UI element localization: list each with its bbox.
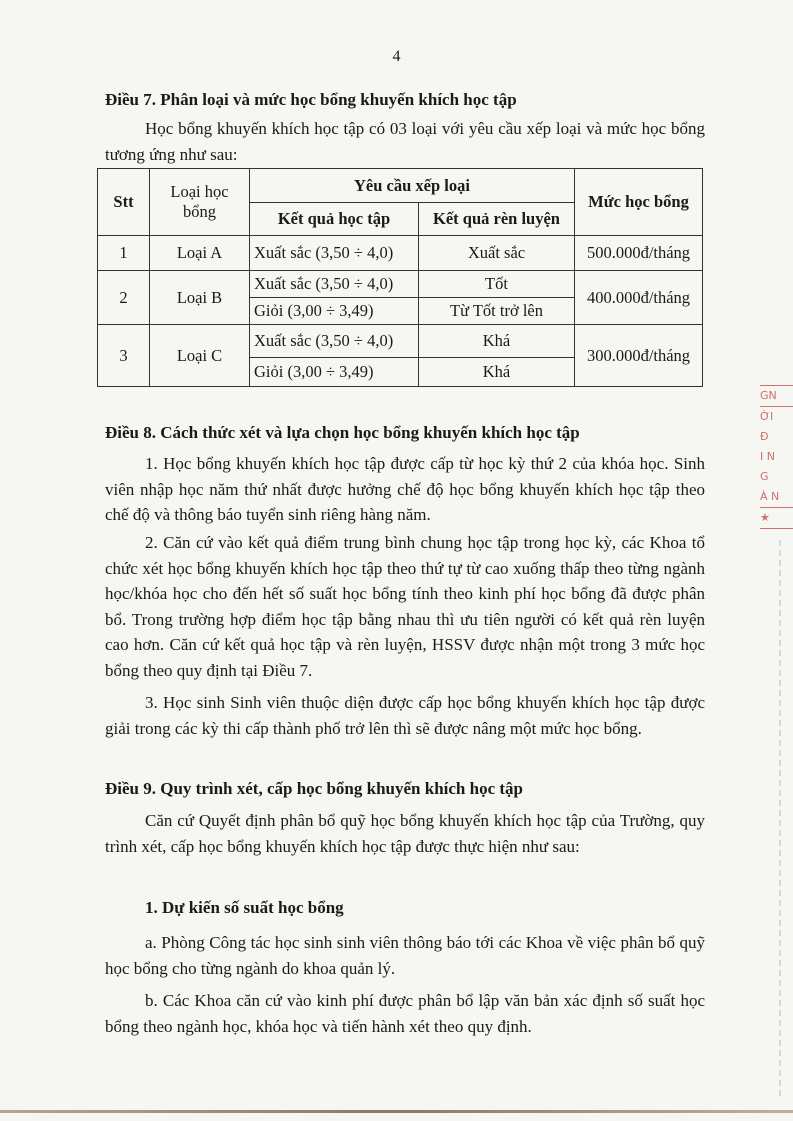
table-row bbox=[98, 271, 703, 298]
cell-stt: 3 bbox=[98, 325, 150, 387]
cell-type: Loại C bbox=[150, 325, 250, 387]
article-8-heading: Điều 8. Cách thức xét và lựa chọn học bổng khuyến khích học tập bbox=[105, 423, 580, 442]
cell-conduct: Xuất sắc bbox=[419, 236, 575, 271]
stamp-fragment: GN ỜI Đ I N G À N ★ bbox=[760, 385, 793, 535]
header-amount: Mức học bổng bbox=[575, 169, 703, 236]
section-1-item-a: a. Phòng Công tác học sinh sinh viên thông báo tới các Khoa về việc phân bổ quỹ học bổng cho từng ngành do khoa quản lý. bbox=[105, 933, 705, 978]
scan-edge bbox=[779, 540, 781, 1100]
cell-academic: Xuất sắc (3,50 ÷ 4,0) bbox=[250, 236, 419, 271]
header-requirement: Yêu cầu xếp loại bbox=[250, 169, 575, 203]
cell-academic: Giỏi (3,00 ÷ 3,49) bbox=[250, 298, 419, 325]
scan-bottom-edge bbox=[0, 1110, 793, 1113]
article-8-paragraph-1: 1. Học bổng khuyến khích học tập được cấp từ học kỳ thứ 2 của khóa học. Sinh viên nhập học năm thứ nhất được hưởng chế độ học bổng khuyến khích học tập theo chế độ và thông báo tuyển sinh riêng hàng năm. bbox=[105, 454, 705, 524]
cell-amount: 300.000đ/tháng bbox=[575, 325, 703, 387]
header-conduct: Kết quả rèn luyện bbox=[419, 203, 575, 236]
scholarship-table bbox=[97, 168, 703, 387]
header-stt: Stt bbox=[98, 169, 150, 236]
article-7-heading: Điều 7. Phân loại và mức học bổng khuyến khích học tập bbox=[105, 90, 517, 109]
header-academic: Kết quả học tập bbox=[250, 203, 419, 236]
article-7-intro: Học bổng khuyến khích học tập có 03 loại với yêu cầu xếp loại và mức học bổng tương ứng như sau: bbox=[105, 119, 705, 164]
cell-amount: 400.000đ/tháng bbox=[575, 271, 703, 325]
cell-stt: 2 bbox=[98, 271, 150, 325]
table-row bbox=[98, 325, 703, 358]
cell-type: Loại B bbox=[150, 271, 250, 325]
section-1-heading: 1. Dự kiến số suất học bổng bbox=[145, 898, 344, 917]
page-number: 4 bbox=[392, 48, 401, 65]
cell-academic: Giỏi (3,00 ÷ 3,49) bbox=[250, 358, 419, 387]
cell-academic: Xuất sắc (3,50 ÷ 4,0) bbox=[250, 325, 419, 358]
table-row bbox=[98, 236, 703, 271]
article-9-heading: Điều 9. Quy trình xét, cấp học bổng khuyến khích học tập bbox=[105, 779, 523, 798]
cell-conduct: Tốt bbox=[419, 271, 575, 298]
header-type: Loại học bổng bbox=[150, 169, 250, 236]
cell-conduct: Khá bbox=[419, 325, 575, 358]
article-9-intro: Căn cứ Quyết định phân bổ quỹ học bổng khuyến khích học tập của Trường, quy trình xét, cấp học bổng khuyến khích học tập được thực hiện như sau: bbox=[105, 811, 705, 856]
cell-academic: Xuất sắc (3,50 ÷ 4,0) bbox=[250, 271, 419, 298]
article-8-paragraph-2: 2. Căn cứ vào kết quả điểm trung bình chung học tập trong học kỳ, các Khoa tổ chức xét học bổng khuyến khích học tập theo thứ tự từ cao xuống thấp theo từng ngành học/khóa học cho đến hết số suất học bổng tính theo kinh phí học bổng đã được phân bổ. Trong trường hợp điểm học tập bằng nhau thì ưu tiên người có kết quả rèn luyện cao hơn. Căn cứ kết quả học tập và rèn luyện, HSSV được nhận một trong 3 mức học bổng theo quy định tại Điều 7. bbox=[105, 533, 705, 680]
section-1-item-b: b. Các Khoa căn cứ vào kinh phí được phân bổ lập văn bản xác định số suất học bổng theo ngành học, khóa học và tiến hành xét theo quy định. bbox=[105, 991, 705, 1036]
cell-amount: 500.000đ/tháng bbox=[575, 236, 703, 271]
cell-conduct: Khá bbox=[419, 358, 575, 387]
cell-stt: 1 bbox=[98, 236, 150, 271]
cell-type: Loại A bbox=[150, 236, 250, 271]
cell-conduct: Từ Tốt trở lên bbox=[419, 298, 575, 325]
article-8-paragraph-3: 3. Học sinh Sinh viên thuộc diện được cấp học bổng khuyến khích học tập được giải trong các kỳ thi cấp thành phố trở lên thì sẽ được nâng một mức học bổng. bbox=[105, 693, 705, 738]
